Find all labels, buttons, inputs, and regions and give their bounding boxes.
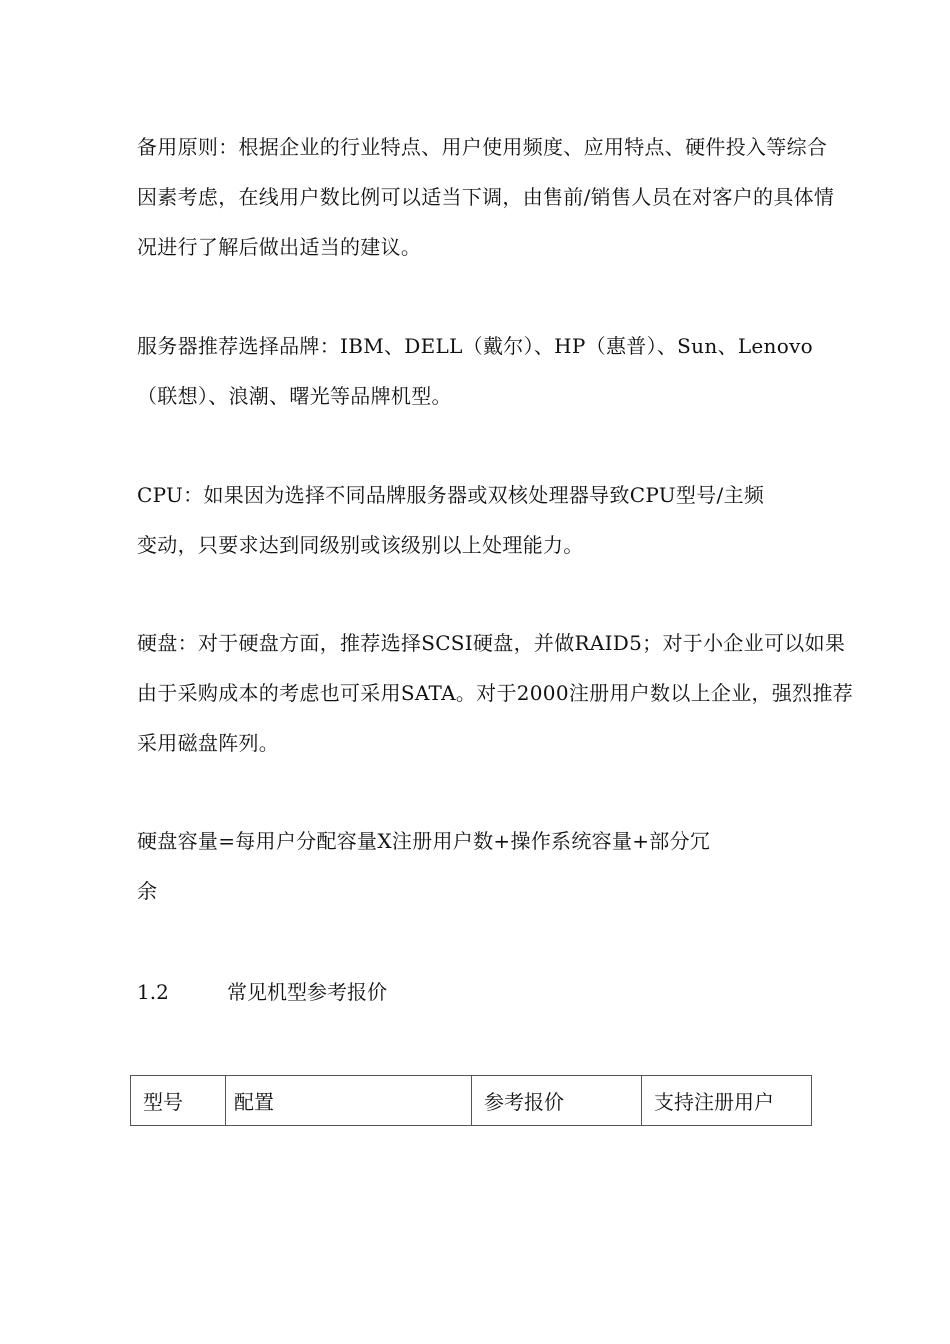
- paragraph-server-brands-line-2: （联想）、浪潮、曙光等品牌机型。: [137, 384, 452, 408]
- paragraph-cpu-line-2: 变动，只要求达到同级别或该级别以上处理能力。: [137, 533, 584, 557]
- paragraph-hard-disk-line-1: 硬盘：对于硬盘方面，推荐选择SCSI硬盘，并做RAID5；对于小企业可以如果: [137, 631, 846, 655]
- paragraph-backup-principle-line-1: 备用原则：根据企业的行业特点、用户使用频度、应用特点、硬件投入等综合: [137, 135, 828, 159]
- paragraph-hard-disk-line-3: 采用磁盘阵列。: [137, 731, 280, 755]
- paragraph-hard-disk-line-2: 由于采购成本的考虑也可采用SATA。对于2000注册用户数以上企业，强烈推荐: [137, 681, 854, 705]
- paragraph-backup-principle-line-2: 因素考虑，在线用户数比例可以适当下调，由售前/销售人员在对客户的具体情: [137, 185, 835, 209]
- header-configuration: 配置: [226, 1076, 472, 1126]
- header-reference-price: 参考报价: [472, 1076, 642, 1126]
- header-model: 型号: [131, 1076, 226, 1126]
- paragraph-disk-capacity-line-1: 硬盘容量=每用户分配容量X注册用户数+操作系统容量+部分冗: [137, 829, 711, 853]
- section-title: 常见机型参考报价: [227, 980, 387, 1004]
- section-number: 1.2: [137, 980, 169, 1004]
- paragraph-backup-principle-line-3: 况进行了解后做出适当的建议。: [137, 235, 422, 259]
- paragraph-cpu-line-1: CPU：如果因为选择不同品牌服务器或双核处理器导致CPU型号/主频: [137, 483, 765, 507]
- reference-price-table: [130, 1075, 812, 1126]
- paragraph-disk-capacity-line-2: 余: [137, 879, 158, 903]
- header-supported-users: 支持注册用户: [642, 1076, 812, 1126]
- paragraph-server-brands-line-1: 服务器推荐选择品牌：IBM、DELL（戴尔）、HP（惠普）、Sun、Lenovo: [137, 334, 814, 358]
- table-header-row: [131, 1076, 812, 1126]
